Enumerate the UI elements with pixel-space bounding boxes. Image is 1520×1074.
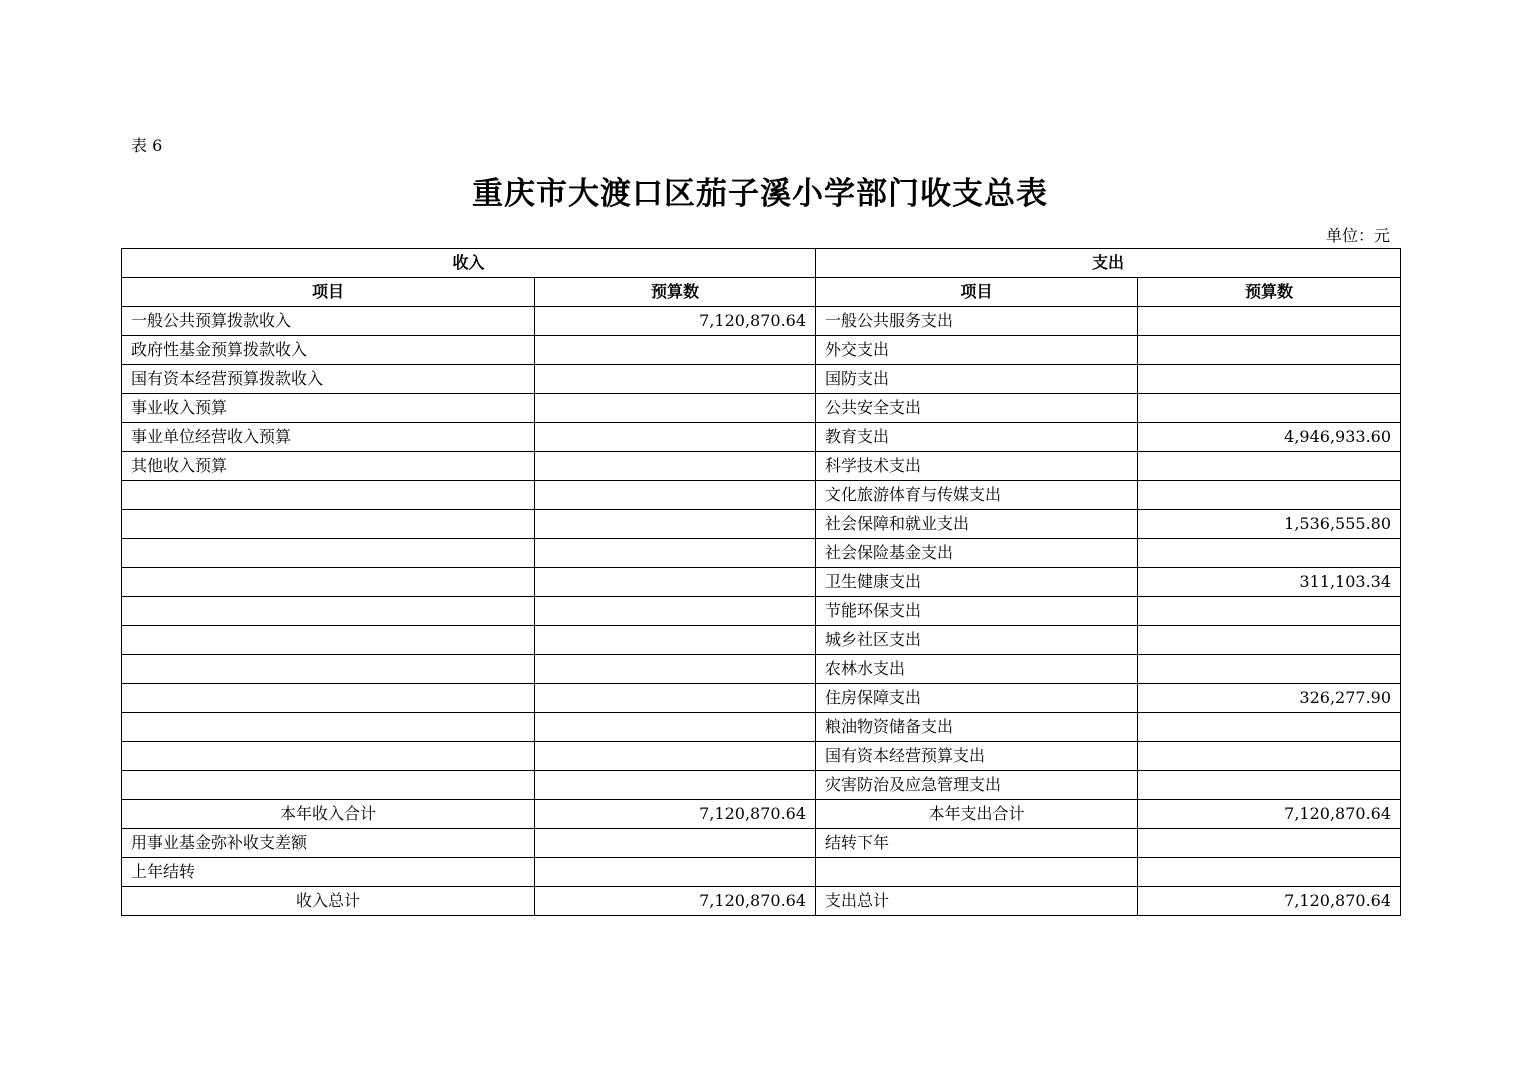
expense-amount-cell	[1138, 365, 1401, 394]
carry-prev-expense-amount-empty	[1138, 858, 1401, 887]
expense-item-cell: 社会保障和就业支出	[816, 510, 1138, 539]
table-row	[122, 655, 1401, 684]
expense-item-cell: 粮油物资储备支出	[816, 713, 1138, 742]
income-item-cell: 国有资本经营预算拨款收入	[122, 365, 535, 394]
table-row	[122, 452, 1401, 481]
table-row	[122, 510, 1401, 539]
carry-prev-expense-empty	[816, 858, 1138, 887]
table-row	[122, 336, 1401, 365]
table-row	[122, 568, 1401, 597]
table-number: 表 6	[131, 136, 163, 155]
expense-section-header: 支出	[816, 249, 1401, 278]
income-amount-cell	[535, 481, 816, 510]
income-item-cell	[122, 684, 535, 713]
expense-item-cell: 文化旅游体育与传媒支出	[816, 481, 1138, 510]
grand-expense-label: 支出总计	[816, 887, 1138, 916]
carry-next-label: 结转下年	[816, 829, 1138, 858]
grand-expense-amount: 7,120,870.64	[1138, 887, 1401, 916]
expense-item-cell: 公共安全支出	[816, 394, 1138, 423]
grand-total-row	[122, 887, 1401, 916]
expense-amount-cell: 311,103.34	[1138, 568, 1401, 597]
income-amount-cell	[535, 568, 816, 597]
year-expense-total-label: 本年支出合计	[816, 800, 1138, 829]
income-item-cell: 一般公共预算拨款收入	[122, 307, 535, 336]
expense-item-cell: 国防支出	[816, 365, 1138, 394]
income-amount-cell	[535, 684, 816, 713]
income-item-header: 项目	[122, 278, 535, 307]
income-amount-cell	[535, 394, 816, 423]
expense-amount-cell	[1138, 771, 1401, 800]
expense-item-cell: 教育支出	[816, 423, 1138, 452]
expense-amount-cell	[1138, 336, 1401, 365]
income-amount-cell	[535, 452, 816, 481]
income-item-cell: 其他收入预算	[122, 452, 535, 481]
income-amount-cell	[535, 336, 816, 365]
income-item-cell	[122, 742, 535, 771]
unit-label: 单位：元	[1325, 226, 1390, 245]
budget-summary-table	[121, 248, 1401, 916]
table-row	[122, 481, 1401, 510]
income-item-cell	[122, 539, 535, 568]
expense-item-cell: 科学技术支出	[816, 452, 1138, 481]
income-amount-cell	[535, 423, 816, 452]
table-row	[122, 539, 1401, 568]
income-amount-cell	[535, 655, 816, 684]
expense-amount-cell	[1138, 452, 1401, 481]
income-item-cell: 事业单位经营收入预算	[122, 423, 535, 452]
expense-amount-cell	[1138, 539, 1401, 568]
income-section-header: 收入	[122, 249, 816, 278]
expense-item-header: 项目	[816, 278, 1138, 307]
income-amount-cell	[535, 510, 816, 539]
expense-item-cell: 国有资本经营预算支出	[816, 742, 1138, 771]
table-row	[122, 365, 1401, 394]
income-item-cell	[122, 713, 535, 742]
document-title: 重庆市大渡口区茄子溪小学部门收支总表	[472, 176, 1048, 212]
year-income-total-label: 本年收入合计	[122, 800, 535, 829]
grand-income-amount: 7,120,870.64	[535, 887, 816, 916]
carry-prev-row	[122, 858, 1401, 887]
expense-item-cell: 住房保障支出	[816, 684, 1138, 713]
income-item-cell: 事业收入预算	[122, 394, 535, 423]
expense-item-cell: 农林水支出	[816, 655, 1138, 684]
expense-item-cell: 外交支出	[816, 336, 1138, 365]
header-row-columns	[122, 278, 1401, 307]
income-item-cell: 政府性基金预算拨款收入	[122, 336, 535, 365]
year-expense-total-amount: 7,120,870.64	[1138, 800, 1401, 829]
income-amount-cell	[535, 597, 816, 626]
year-total-row	[122, 800, 1401, 829]
expense-amount-cell: 4,946,933.60	[1138, 423, 1401, 452]
table-row	[122, 771, 1401, 800]
table-row	[122, 742, 1401, 771]
table-row	[122, 307, 1401, 336]
income-amount-cell: 7,120,870.64	[535, 307, 816, 336]
expense-amount-cell	[1138, 626, 1401, 655]
expense-amount-cell	[1138, 742, 1401, 771]
expense-budget-header: 预算数	[1138, 278, 1401, 307]
expense-amount-cell: 1,536,555.80	[1138, 510, 1401, 539]
income-item-cell	[122, 568, 535, 597]
expense-amount-cell	[1138, 307, 1401, 336]
income-item-cell	[122, 510, 535, 539]
table-row	[122, 684, 1401, 713]
income-amount-cell	[535, 771, 816, 800]
expense-item-cell: 一般公共服务支出	[816, 307, 1138, 336]
header-row-section	[122, 249, 1401, 278]
income-amount-cell	[535, 539, 816, 568]
expense-item-cell: 灾害防治及应急管理支出	[816, 771, 1138, 800]
expense-amount-cell	[1138, 655, 1401, 684]
table-row	[122, 713, 1401, 742]
expense-amount-cell	[1138, 394, 1401, 423]
expense-amount-cell: 326,277.90	[1138, 684, 1401, 713]
grand-income-label: 收入总计	[122, 887, 535, 916]
income-item-cell	[122, 481, 535, 510]
carry-next-amount	[1138, 829, 1401, 858]
expense-item-cell: 社会保险基金支出	[816, 539, 1138, 568]
expense-item-cell: 节能环保支出	[816, 597, 1138, 626]
income-amount-cell	[535, 742, 816, 771]
income-item-cell	[122, 597, 535, 626]
year-income-total-amount: 7,120,870.64	[535, 800, 816, 829]
income-amount-cell	[535, 626, 816, 655]
carry-prev-label: 上年结转	[122, 858, 535, 887]
income-item-cell	[122, 655, 535, 684]
carry-prev-amount	[535, 858, 816, 887]
expense-amount-cell	[1138, 597, 1401, 626]
fund-gap-label: 用事业基金弥补收支差额	[122, 829, 535, 858]
fund-gap-amount	[535, 829, 816, 858]
table-row	[122, 597, 1401, 626]
income-amount-cell	[535, 365, 816, 394]
table-row	[122, 626, 1401, 655]
expense-amount-cell	[1138, 713, 1401, 742]
income-amount-cell	[535, 713, 816, 742]
table-row	[122, 394, 1401, 423]
expense-amount-cell	[1138, 481, 1401, 510]
expense-item-cell: 卫生健康支出	[816, 568, 1138, 597]
expense-item-cell: 城乡社区支出	[816, 626, 1138, 655]
table-row	[122, 423, 1401, 452]
income-budget-header: 预算数	[535, 278, 816, 307]
income-item-cell	[122, 771, 535, 800]
income-item-cell	[122, 626, 535, 655]
fund-gap-row	[122, 829, 1401, 858]
